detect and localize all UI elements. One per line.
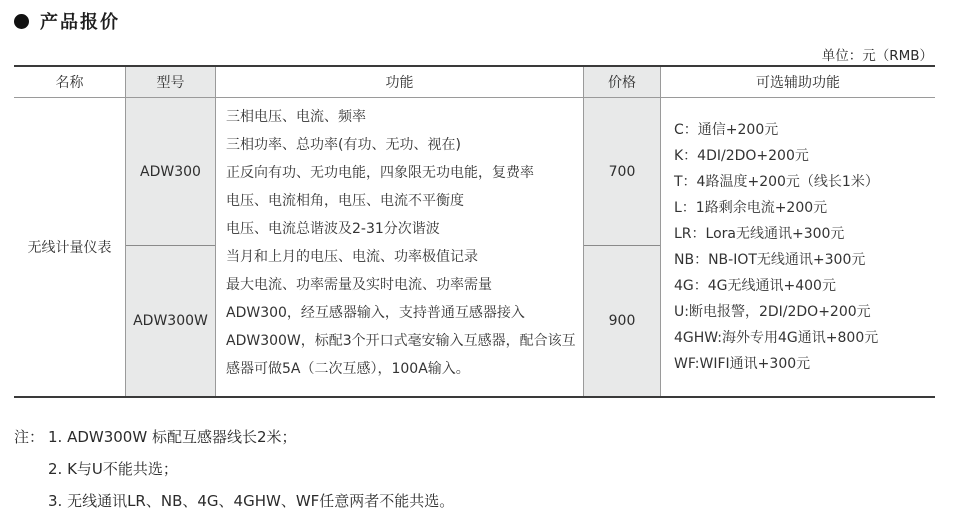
function-text (216, 98, 583, 383)
model-column (125, 98, 215, 396)
aux-option: NB：NB-IOT无线通讯+300元 (674, 252, 866, 268)
function-line: 电压、电流总谐波及2-31分次谐波 (226, 221, 440, 237)
model-cell-adw300w: ADW300W (133, 313, 208, 329)
aux-column (660, 98, 935, 396)
price-column (583, 98, 660, 396)
note-item: 3. 无线通讯LR、NB、4G、4GHW、WF任意两者不能共选。 (48, 492, 455, 510)
table-header-row (14, 67, 935, 98)
aux-option: K：4DI/2DO+200元 (674, 148, 809, 164)
function-line: 最大电流、功率需量及实时电流、功率需量 (226, 277, 492, 293)
function-column (215, 98, 583, 396)
note-item: 1. ADW300W 标配互感器线长2米； (48, 428, 297, 446)
note-row (14, 485, 944, 517)
model-cell-adw300: ADW300 (126, 98, 215, 246)
note-row (14, 453, 944, 485)
unit-note: 单位：元（RMB） (821, 48, 933, 64)
aux-option: C：通信+200元 (674, 122, 779, 138)
notes-section (14, 421, 944, 517)
product-name-cell: 无线计量仪表 (27, 240, 112, 256)
header-price: 价格 (583, 67, 660, 97)
aux-option: WF:WIFI通讯+300元 (674, 356, 811, 372)
function-line: 感器可做5A（二次互感），100A输入。 (226, 361, 470, 377)
note-item: 2. K与U不能共选； (48, 460, 178, 478)
function-line: ADW300W，标配3个开口式毫安输入互感器，配合该互 (226, 333, 576, 349)
page-title: 产品报价 (40, 12, 120, 33)
price-cell-900: 900 (608, 313, 636, 329)
note-row (14, 421, 944, 453)
aux-option: 4G：4G无线通讯+400元 (674, 278, 836, 294)
aux-option: LR：Lora无线通讯+300元 (674, 226, 845, 242)
function-line: 三相电压、电流、频率 (226, 109, 366, 125)
function-line: 正反向有功、无功电能，四象限无功电能，复费率 (226, 165, 534, 181)
price-cell-700: 700 (584, 98, 660, 246)
aux-option: T：4路温度+200元（线长1米） (674, 174, 879, 190)
notes-label-spacer (14, 485, 48, 517)
notes-label: 注： (14, 428, 45, 446)
aux-option: 4GHW:海外专用4G通讯+800元 (674, 330, 879, 346)
function-line: ADW300，经互感器输入，支持普通互感器接入 (226, 305, 525, 321)
price-table (14, 65, 935, 398)
header-name: 名称 (55, 75, 84, 91)
table-body (14, 98, 935, 396)
function-line: 当月和上月的电压、电流、功率极值记录 (226, 249, 478, 265)
name-column (14, 98, 125, 396)
aux-option: U:断电报警，2DI/2DO+200元 (674, 304, 871, 320)
header-function: 功能 (215, 67, 583, 97)
function-line: 电压、电流相角，电压、电流不平衡度 (226, 193, 464, 209)
function-line: 三相功率、总功率(有功、无功、视在) (226, 137, 461, 153)
page-title-row (14, 8, 944, 34)
aux-option: L：1路剩余电流+200元 (674, 200, 828, 216)
aux-options-text (661, 98, 935, 377)
notes-label-spacer (14, 453, 48, 485)
header-model: 型号 (125, 67, 215, 97)
header-aux: 可选辅助功能 (660, 67, 935, 97)
bullet-icon (14, 14, 29, 29)
